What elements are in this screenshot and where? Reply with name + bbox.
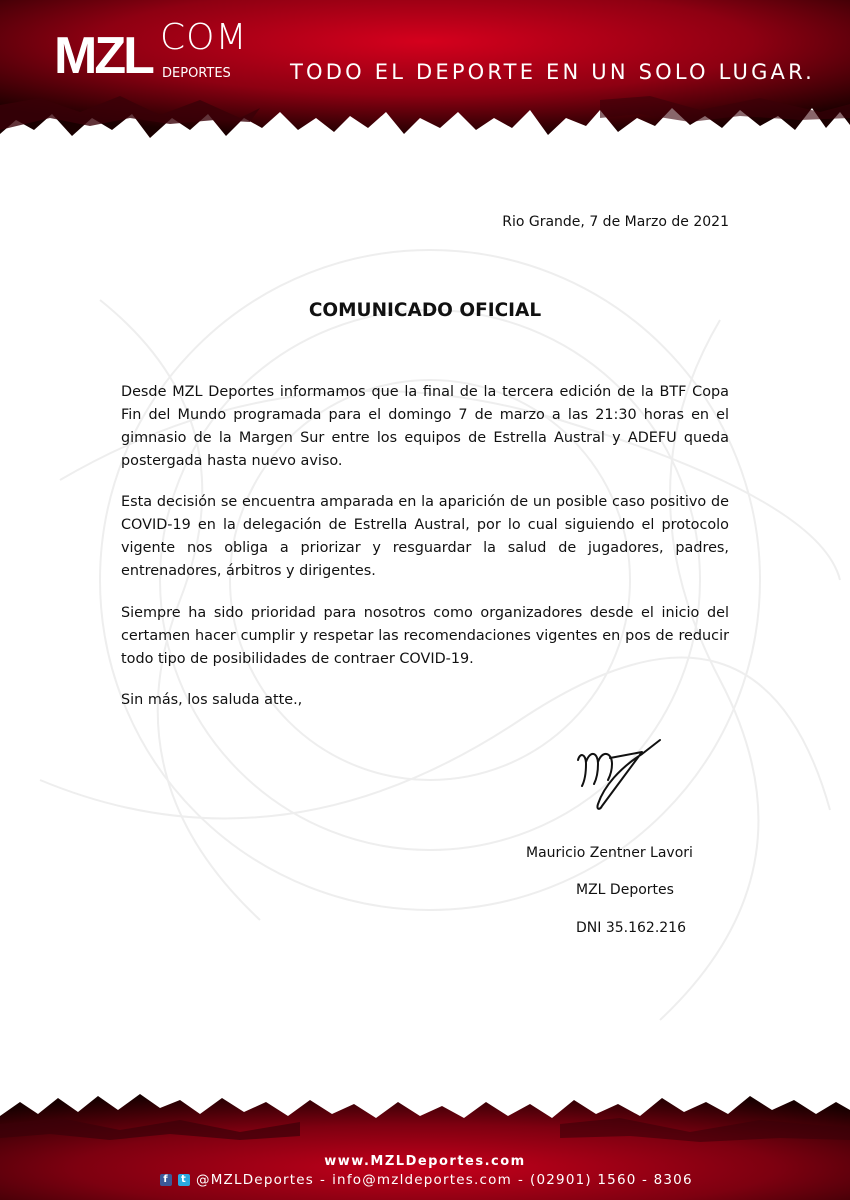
footer-separator: - — [320, 1172, 327, 1188]
logo-subtitle: DEPORTES — [162, 66, 231, 81]
handwritten-signature — [570, 732, 670, 814]
signatory-dni: DNI 35.162.216 — [576, 920, 686, 936]
signatory-organization: MZL Deportes — [576, 882, 674, 898]
signatory-name: Mauricio Zentner Lavori — [526, 845, 693, 861]
facebook-icon[interactable]: f — [160, 1174, 172, 1186]
footer-phone: (02901) 1560 - 8306 — [530, 1172, 693, 1188]
paragraph-1: Desde MZL Deportes informamos que la final de la tercera edición de la BTF Copa Fin del Mundo programada para el domingo 7 de marzo a las 21:30 horas en el gimnasio de la Margen Sur entre los equipos de Estrella Austral y ADEFU queda postergada hasta nuevo aviso. — [121, 384, 729, 469]
letter-date: Rio Grande, 7 de Marzo de 2021 — [502, 214, 729, 230]
closing-line: Sin más, los saluda atte., — [121, 692, 303, 708]
twitter-icon[interactable]: t — [178, 1174, 190, 1186]
logo: MZL — [54, 27, 152, 85]
footer-contact-line — [160, 1172, 693, 1188]
slogan: TODO EL DEPORTE EN UN SOLO LUGAR. — [290, 60, 816, 84]
logo-com: COM — [160, 17, 248, 58]
paragraph-2: Esta decisión se encuentra amparada en la aparición de un posible caso positivo de COVID-19 en la delegación de Estrella Austral, por lo cual siguiendo el protocolo vigente nos obliga a priorizar y resguardar la salud de jugadores, padres, entrenadores, árbitros y dirigentes. — [121, 494, 729, 579]
footer-website[interactable]: www.MZLDeportes.com — [324, 1154, 526, 1169]
footer-social-handle[interactable]: @MZLDeportes — [196, 1172, 315, 1188]
letter-title: COMUNICADO OFICIAL — [308, 300, 542, 321]
footer-separator: - — [517, 1172, 525, 1188]
paragraph-3: Siempre ha sido prioridad para nosotros como organizadores desde el inicio del certamen hacer cumplir y respetar las recomendaciones vigentes en pos de reducir todo tipo de posibilidades de contraer COVID-19. — [121, 605, 729, 667]
footer-email[interactable]: info@mzldeportes.com — [332, 1172, 512, 1188]
